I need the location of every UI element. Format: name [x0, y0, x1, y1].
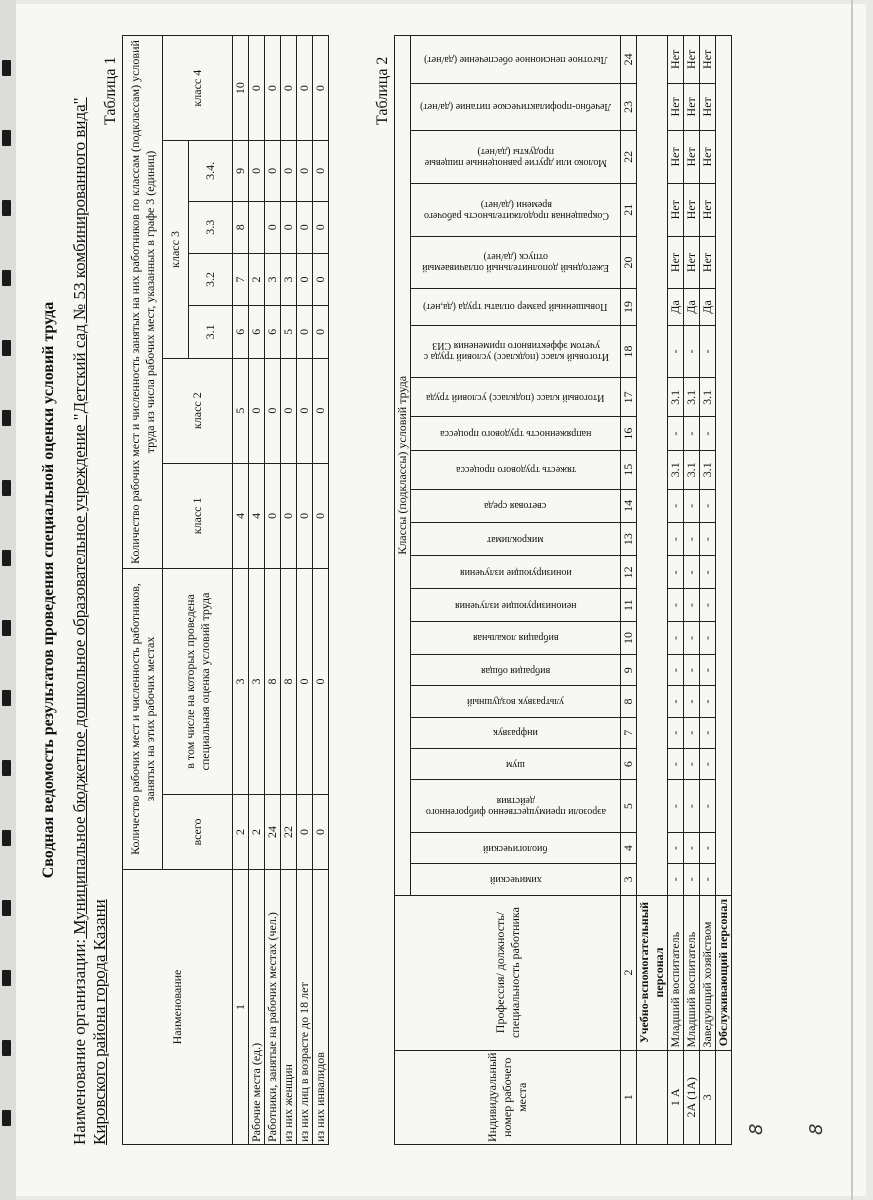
factor-header: световая среда	[411, 489, 621, 522]
column-number: 21	[621, 183, 637, 236]
table-cell: -	[700, 717, 716, 748]
table-cell: -	[700, 325, 716, 378]
table-cell: -	[700, 589, 716, 621]
table-cell: Нет	[700, 183, 716, 236]
table-cell: -	[700, 523, 716, 556]
column-number: 16	[621, 417, 637, 450]
table-cell: 3.1	[668, 378, 684, 417]
summary-table-1: Наименование Количество рабочих мест и численность работников, занятых на этих рабочих местах Количество рабочих мест и численность занятых на них работников по классам (подклассам) условий труда из числа рабочих мест, указанных в графе 3 (единиц) всего в том числе на которых проведена специальная оценка условий труда класс 1 класс 2 класс 3 класс 4 3.1 3.2 3.3 3.4. 1 2 3 4 5 6 7 8 9 10 Рабочие места (ед.) 2 3 4 0 6 2 0 0 Работники, занятые на рабочих местах (чел.) 24 8 0 0 6 3 0 0 0 из них женщин 22 8 0 0 5 3 0 0 0 из них лиц в возрасте до 18 лет 0 0 0 0 0 0 0 0 0 из них инвалидов 0 0 0 0 0 0 0 0 0	[122, 35, 329, 1145]
table-cell: Нет	[700, 36, 716, 84]
table-cell: -	[700, 832, 716, 863]
table-cell: -	[684, 621, 700, 654]
column-number: 11	[621, 589, 637, 621]
table-cell: 3.1	[700, 378, 716, 417]
factor-header: Итоговый класс (подкласс) условий труда с учетом эффективного применения СИЗ	[411, 325, 621, 378]
factor-header: микроклимат	[411, 523, 621, 556]
table-cell: Да	[684, 289, 700, 325]
factor-header: неионизирующие излучения	[411, 589, 621, 621]
column-number: 1	[621, 1050, 637, 1144]
handwritten-mark: 8	[806, 1123, 827, 1135]
table-cell: -	[700, 780, 716, 833]
table-cell: 3.1	[684, 450, 700, 489]
table-cell: -	[700, 686, 716, 717]
table-cell: -	[668, 621, 684, 654]
table-cell: -	[668, 717, 684, 748]
table-cell: -	[700, 621, 716, 654]
table-cell: -	[684, 864, 700, 895]
factor-header: Ежегодный дополнительный оплачиваемый отпуск (да/нет)	[411, 236, 621, 289]
table-row: 1 А Младший воспитатель - - - - - - - - - - - - 3.1 - 3.1 - Да Нет Нет Нет Нет Нет	[668, 36, 684, 1145]
table-cell: -	[668, 325, 684, 378]
table1-label: Таблица 1	[102, 56, 119, 125]
table-cell: -	[684, 417, 700, 450]
table-cell: -	[684, 832, 700, 863]
table-row: из них инвалидов 0 0 0 0 0 0 0 0 0	[313, 36, 329, 1145]
table-cell: Нет	[700, 236, 716, 289]
table-row: из них женщин 22 8 0 0 5 3 0 0 0	[281, 36, 297, 1145]
factor-header: Итоговый класс (подкласс) условий труда	[411, 378, 621, 417]
table-cell: -	[700, 556, 716, 589]
table-cell: -	[668, 686, 684, 717]
rotated-document	[36, 15, 836, 1165]
column-number: 10	[621, 621, 637, 654]
organization-name: Наименование организации: Муниципальное бюджетное дошкольное образовательное учреждение "Детский сад № 53 комбинированного вида" Кировского района города Казани	[70, 97, 109, 1145]
table-cell: -	[684, 489, 700, 522]
table-row: Рабочие места (ед.) 2 3 4 0 6 2 0 0	[249, 36, 265, 1145]
handwritten-mark: 8	[746, 1123, 767, 1135]
factor-header: инфразвук	[411, 717, 621, 748]
column-number: 14	[621, 489, 637, 522]
document-title: Сводная ведомость результатов проведения специальной оценки условий труда	[40, 301, 57, 879]
column-number: 17	[621, 378, 637, 417]
table-cell: -	[684, 325, 700, 378]
column-number: 7	[621, 717, 637, 748]
table-cell: Нет	[668, 131, 684, 184]
page-edge	[851, 0, 853, 1200]
column-number: 20	[621, 236, 637, 289]
table-cell: Нет	[668, 236, 684, 289]
table-cell: -	[684, 748, 700, 779]
table-cell: -	[684, 686, 700, 717]
table-cell: Нет	[684, 36, 700, 84]
table-cell: Нет	[684, 183, 700, 236]
table2-label: Таблица 2	[374, 56, 391, 125]
factor-header: Молоко или другие равноценные пищевые продукты (да/нет)	[411, 131, 621, 184]
column-number: 19	[621, 289, 637, 325]
factor-header: аэрозоли преимущественно фиброгенного действия	[411, 780, 621, 833]
table-cell: 3.1	[700, 450, 716, 489]
table-cell: Нет	[668, 83, 684, 130]
column-number: 12	[621, 556, 637, 589]
table-cell: -	[668, 832, 684, 863]
table-cell: -	[684, 780, 700, 833]
table-cell: -	[668, 417, 684, 450]
table-cell: Нет	[668, 36, 684, 84]
table-row: 2А (1А) Младший воспитатель - - - - - - - - - - - - 3.1 - 3.1 - Да Нет Нет Нет Нет Нет	[684, 36, 700, 1145]
table-cell: -	[700, 655, 716, 686]
table-cell: -	[700, 489, 716, 522]
table-cell: -	[668, 556, 684, 589]
column-number: 18	[621, 325, 637, 378]
table-row: из них лиц в возрасте до 18 лет 0 0 0 0 0 0 0 0 0	[297, 36, 313, 1145]
factor-header: вибрация общая	[411, 655, 621, 686]
factor-header: химический	[411, 864, 621, 895]
table-row: 3 Заведующий хозяйством - - - - - - - - - - - - 3.1 - 3.1 - Да Нет Нет Нет Нет Нет	[700, 36, 716, 1145]
table-row: Работники, занятые на рабочих местах (чел.) 24 8 0 0 6 3 0 0 0	[265, 36, 281, 1145]
table-cell: -	[668, 489, 684, 522]
column-number: 15	[621, 450, 637, 489]
table-cell: -	[668, 655, 684, 686]
column-number: 13	[621, 523, 637, 556]
table-cell: 3.1	[668, 450, 684, 489]
factor-header: Льготное пенсионное обеспечение (да/нет)	[411, 36, 621, 84]
table-cell: -	[700, 417, 716, 450]
factor-header: ультразвук воздушный	[411, 686, 621, 717]
table-cell: -	[684, 556, 700, 589]
table-cell: Нет	[684, 83, 700, 130]
factor-header: ионизирующие излучения	[411, 556, 621, 589]
factor-header: Сокращенная продолжительность рабочего времени (да/нет)	[411, 183, 621, 236]
factor-header: тяжесть трудового процесса	[411, 450, 621, 489]
table-cell: Нет	[668, 183, 684, 236]
table-cell: -	[684, 589, 700, 621]
column-number: 9	[621, 655, 637, 686]
column-number: 8	[621, 686, 637, 717]
column-number: 3	[621, 864, 637, 895]
table-cell: Нет	[700, 131, 716, 184]
table-cell: -	[668, 523, 684, 556]
table-cell: Нет	[684, 236, 700, 289]
table-cell: -	[700, 748, 716, 779]
table-cell: -	[668, 780, 684, 833]
factor-header: вибрация локальная	[411, 621, 621, 654]
binder-strip	[0, 0, 16, 1200]
table-cell: 3.1	[684, 378, 700, 417]
column-number: 23	[621, 83, 637, 130]
table-cell: -	[684, 717, 700, 748]
table-cell: -	[668, 864, 684, 895]
table-cell: -	[684, 523, 700, 556]
column-number: 24	[621, 36, 637, 84]
column-number: 22	[621, 131, 637, 184]
column-number: 5	[621, 780, 637, 833]
factor-header: биологический	[411, 832, 621, 863]
table-cell: -	[668, 589, 684, 621]
table-cell: Нет	[700, 83, 716, 130]
factor-header: Лечебно-профилактическое питание (да/нет)	[411, 83, 621, 130]
table-cell: -	[668, 748, 684, 779]
column-number: 6	[621, 748, 637, 779]
table-cell: -	[700, 864, 716, 895]
factor-header: Повышенный размер оплаты труда (да,нет)	[411, 289, 621, 325]
factor-header: напряженность трудового процесса	[411, 417, 621, 450]
table-cell: Да	[700, 289, 716, 325]
table-cell: -	[684, 655, 700, 686]
column-number: 4	[621, 832, 637, 863]
factor-header: шум	[411, 748, 621, 779]
column-number: 2	[621, 895, 637, 1050]
table-cell: Да	[668, 289, 684, 325]
table-cell: Нет	[684, 131, 700, 184]
summary-table-2: Индивидуальный номер рабочего места Профессия/ должность/ специальность работника Классы (подклассы) условий труда химический биологический аэрозоли преимущественно фиброгенного действия шум инфразвук ультразвук воздушный вибрация общая вибрация локальная неионизирующие излучения ионизирующие излучения микроклимат световая среда тяжесть трудового процесса напряженность трудового процесса Итоговый класс (подкласс) условий труда Итоговый класс (подкласс) условий труда с учетом эффективного применения СИЗ Повышенный размер оплаты труда (да,нет) Ежегодный дополнительный оплачиваемый отпуск (да/нет) Сокращенная продолжительность рабочего времени (да/нет) Молоко или другие равноценные пищевые продукты (да/нет) Лечебно-профилактическое питание (да/нет) Льготное пенсионное обеспечение (да/нет) 1 2 3 4 5 6 7 8 9 10 11 12 13 14 15 16 17 18 19 20 21 22 23 24 Учебно-вспомогательный персонал 1 А Младший воспитатель - - - - - - - - - - - - 3.1 - 3.1 - Да Нет Нет Нет Нет Нет 2А (1А) Младший воспитатель - - - - - - - - - - - - 3.1 - 3.1 - Да Нет Нет Нет Нет Нет 3 Заведующий хозяйством - - - - - - - - - - - - 3.1 - 3.1 - Да Нет Нет Нет Нет Нет Обслуживающий персонал	[394, 35, 732, 1145]
